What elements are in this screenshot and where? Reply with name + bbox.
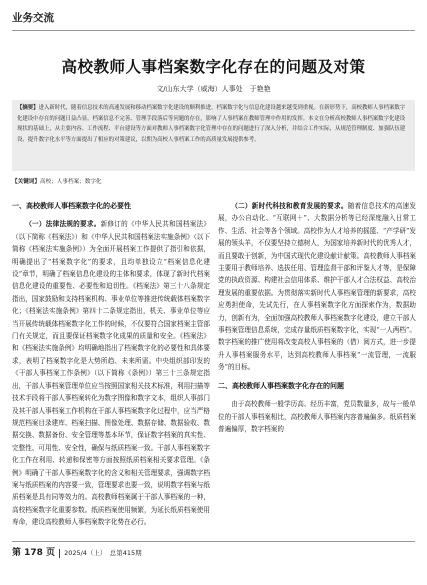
abstract-label: 【摘要】 (17, 105, 39, 111)
keywords-label: 【关键词】 (12, 179, 40, 185)
abstract-box (12, 100, 415, 171)
body-paragraph-2 (218, 200, 416, 374)
footer-divider (12, 541, 415, 542)
journal-issue-total: 总第415期 (109, 549, 142, 557)
author-line: 文/山东大学（威海）人事处 于艳艳 (156, 85, 271, 93)
page-number: 第 178 页 (12, 548, 56, 558)
page-footer (12, 545, 415, 559)
body-column-left (12, 200, 210, 540)
body-paragraph-1 (12, 218, 210, 528)
subheading-2: （二）新时代科技和教育发展的要求。 (231, 202, 348, 210)
paragraph-1-text: 新修订的《中华人民共和国档案法》（以下简称《档案法》）和《中华人民共和国档案法实施条例》（以下简称《档案法实施条例》）为全面开展档案工作提供了指引和依据，明确提出了“档案数字化”的要求，且均单独设立“档案信息化建设”章节，明确了档案信息化建设的主体和要求，体现了新时代档案信息化建设的重要性、必要性和迫切性。《档案法》第三十八条规定指出，国家鼓励和支持档案机构、事业单位等推进传统载体档案数字化；《档案法实施条例》第四十二条规定指出，机关、事业单位等应当开展传统载体档案数字化工作的时候，不仅要符合国家档案主管部门有关规定，而且要保证档案数字化成果的质量和安全。《档案法》和《档案法实施条例》均明确地指出了档案数字化的必要性和具体要求，表明了档案数字化是大势所趋、未来所需。中央组织部印发的《干部人事档案工作条例》（以下简称《条例》）第三十三条规定指出，干部人事档案管理单位应当按照国家相关技术标准，利用扫描等技术手段将干部人事档案转化为数字图像和数字文本，组织人事部门及其干部人事档案工作机构在干部人事档案数字化过程中，应当严格规范档案目录建库、档案扫描、图像处理、数据存储、数据验收、数据交换、数据备份、安全管理等基本环节，保证数字档案的真实性、完整性、可用性、安全性，确保与纸质档案一致。干部人事档案数字化工作在利用、转递和保密等方面按照纸质档案相关要求管理。《条例》明确了干部人事档案数字化的含义和相关管理要求，强调数字档案与纸质档案的内容要一致，管理要求也要一致，说明数字档案与纸质档案是具有同等效力的。高校教师档案属于干部人事档案的一种，高校档案数字化重要参数。纸质档案使用频繁，为延长纸质档案使用寿命，建设高校教师人事档案数字化势在必行。 (12, 220, 210, 527)
section-heading-1: 一、高校教师人事档案数字化的必要性 (12, 202, 131, 210)
article-title: 高校教师人事档案数字化存在的问题及对策 (61, 58, 366, 76)
abstract-text: 进入新时代，随着信息技术的高速发展和移动档案数字化建设的顺利推进，档案数字化与信息化建设越来越受到重视。在新形势下，高校教师人事档案数字化建设中存在的问题日益凸显，档案信息不完善、管理手段落后等问题的存在，影响了人事档案在教师管理中作用的发挥。本文在分析高校教师人事档案数字化建设现状的基础上，从主要内容、工作流程、平台建设等方面对教师人事档案数字化管理中存在的问题进行了深入分析，并结合工作实际，从规范管理制度、加强队伍建设、提升数字化水平等方面提出了相应的对策建议，以期为高校人事档案工作的高质量发展提供参考。 (17, 105, 406, 143)
paragraph-2-text: 随着信息技术的高速发展，办公自动化、“互联网＋”、大数据分析等已经深度融入日常工作、生活、社会等各个领域。高校作为人才培养的摇篮、“产学研”发展的领头羊，不仅要坚持立德树人，为国家培养新时代的优秀人才，而且要敢于创新，为中国式现代化建设献计献策。高校教师人事档案主要用于教师培养、选拔任用、管理监督干部和评鉴人才等，是保障党的执政资源、构建社会信用体系、维护干部人才合法权益、高校治理发展的重要依据。为贯彻落实新时代人事档案管理的新要求，高校应勇担使命，先试先行，在人事档案数字化方面探索作为，数据助力，创新有为，全面加强高校教师人事档案数字化建设，建立干部人事档案管理信息系统，完成存量纸质档案数字化，实现“一人两档”。数字档案的推广使用将改变高校人事档案的（借）阅方式，进一步提升人事档案服务水平，达到高校教师人事档案“一流管理，一流服务”的目标。 (218, 202, 416, 372)
header-divider (12, 30, 415, 31)
section-heading-2: 二、高校教师人事档案数字化存在的问题 (218, 381, 344, 390)
section-tag: 业务交流 (12, 12, 54, 24)
keywords-text: 高校；人事档案；数字化 (39, 179, 102, 185)
subheading-1: （一）法律法规的要求。 (25, 220, 101, 229)
issue-label: 2025/4（上） (64, 549, 104, 557)
footer-separator (59, 549, 60, 558)
keywords (12, 176, 415, 188)
body-paragraph-3: 由于高校教师一般学历高、经历丰富，党员数量多，故与一般单位的干部人事档案相比，高校教师人事档案内容普遍偏多。纸质档案普遍偏厚，数字档案的 (218, 400, 416, 433)
body-column-right (218, 200, 416, 540)
